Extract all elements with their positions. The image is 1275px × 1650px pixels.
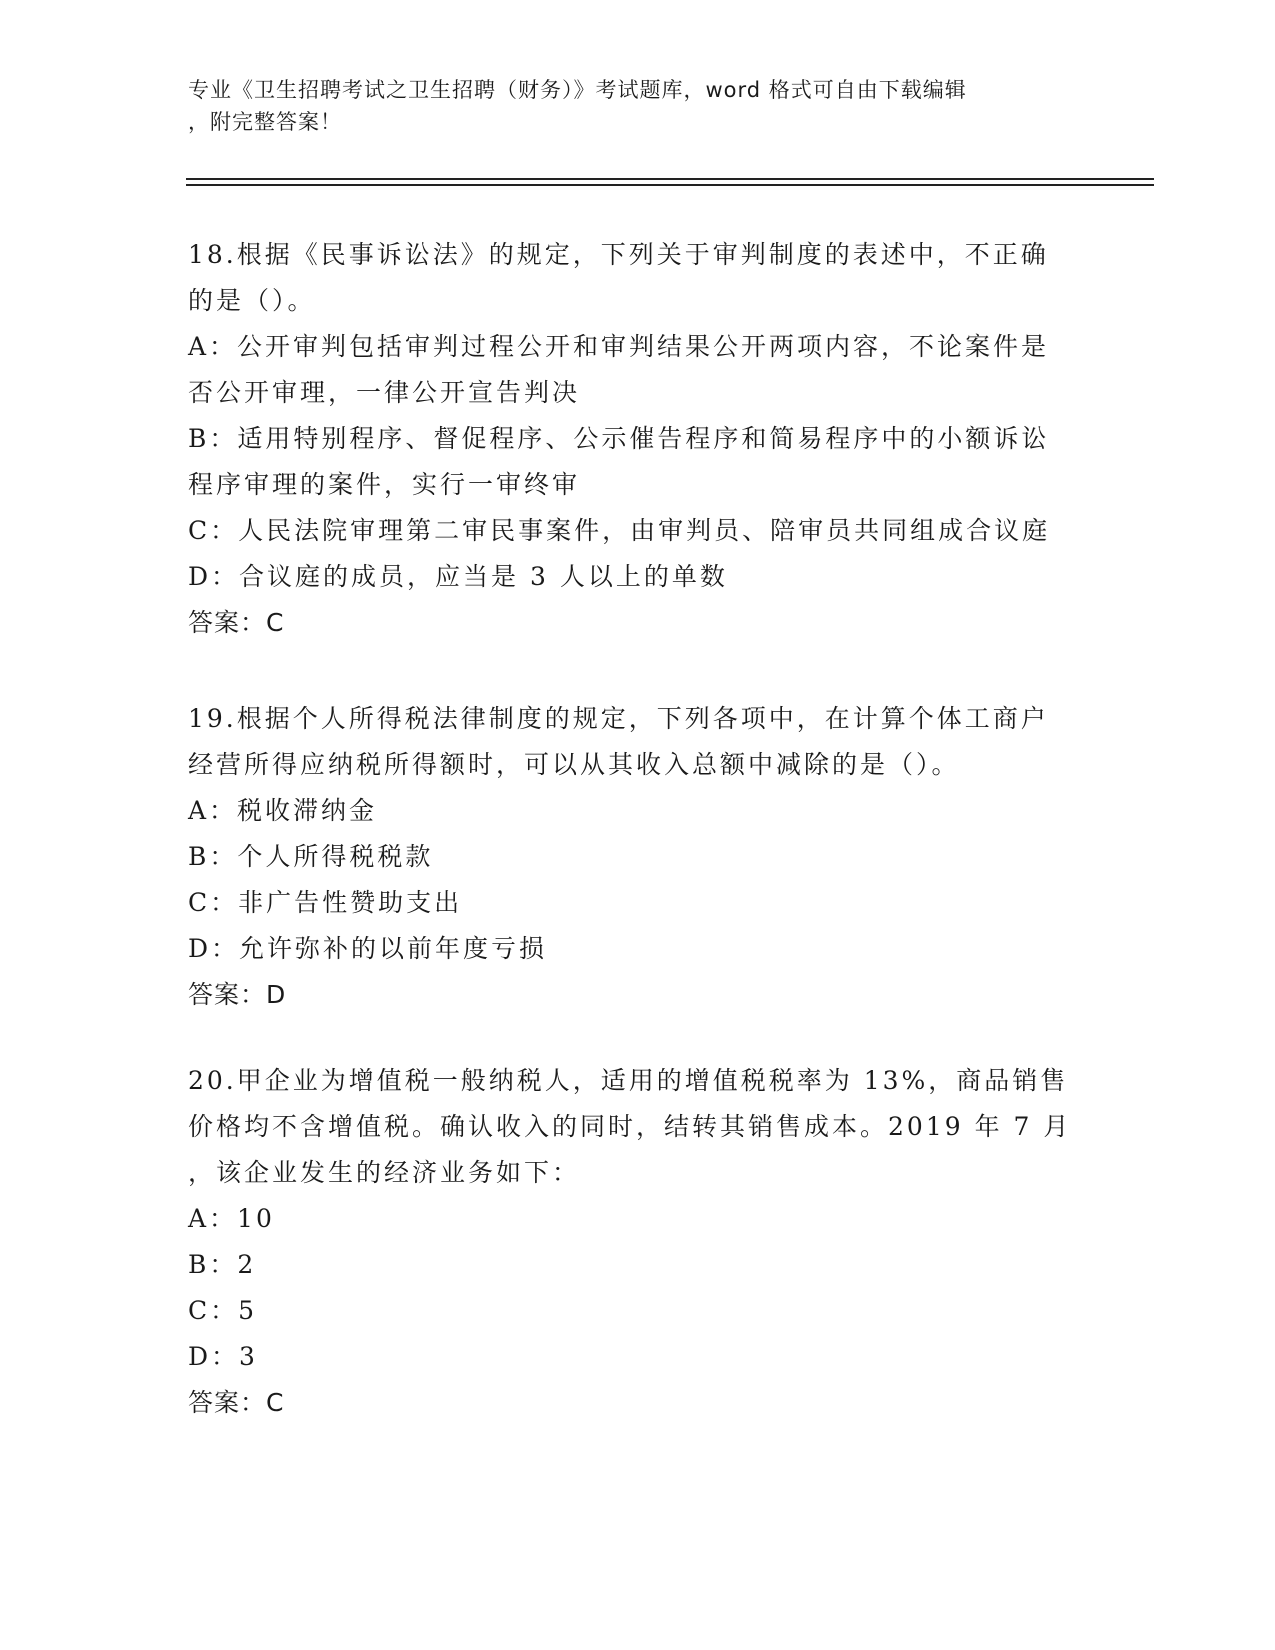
question-20: [188, 1058, 1088, 1426]
question-19: [188, 696, 1088, 1018]
question-stem-line: 18.根据《民事诉讼法》的规定，下列关于审判制度的表述中，不正确: [188, 240, 1049, 269]
answer-label: 答案：D: [188, 980, 287, 1009]
option-line: C：人民法院审理第二审民事案件，由审判员、陪审员共同组成合议庭: [188, 516, 1051, 545]
option-b: [188, 1242, 1088, 1288]
option-line: B：2: [188, 1250, 257, 1279]
header-divider-top: [186, 178, 1154, 180]
option-line: 否公开审理，一律公开宣告判决: [188, 378, 581, 407]
option-d: [188, 554, 1088, 600]
option-d: [188, 926, 1088, 972]
option-line: B：适用特别程序、督促程序、公示催告程序和简易程序中的小额诉讼: [188, 424, 1050, 453]
option-b: [188, 416, 1088, 508]
option-line: A：公开审判包括审判过程公开和审判结果公开两项内容，不论案件是: [188, 332, 1050, 361]
option-line: A：10: [188, 1204, 275, 1233]
option-d: [188, 1334, 1088, 1380]
question-stem-line: 经营所得应纳税所得额时，可以从其收入总额中减除的是（）。: [188, 750, 960, 779]
question-stem-line: 价格均不含增值税。确认收入的同时，结转其销售成本。2019 年 7 月: [188, 1112, 1072, 1141]
answer-label: 答案：C: [188, 1388, 285, 1417]
header-divider-bottom: [186, 184, 1154, 186]
option-a: [188, 788, 1088, 834]
option-line: D：合议庭的成员，应当是 3 人以上的单数: [188, 562, 728, 591]
option-line: B：个人所得税税款: [188, 842, 434, 871]
document-header: 专业《卫生招聘考试之卫生招聘（财务）》考试题库，word 格式可自由下载编辑 ，附完整答案！: [188, 78, 967, 134]
option-line: C：非广告性赞助支出: [188, 888, 463, 917]
option-a: [188, 324, 1088, 416]
option-line: C：5: [188, 1296, 258, 1325]
question-18: [188, 232, 1088, 646]
option-line: D：允许弥补的以前年度亏损: [188, 934, 548, 963]
question-stem-line: 19.根据个人所得税法律制度的规定，下列各项中，在计算个体工商户: [188, 704, 1049, 733]
answer-label: 答案：C: [188, 608, 285, 637]
option-c: [188, 1288, 1088, 1334]
option-c: [188, 880, 1088, 926]
option-a: [188, 1196, 1088, 1242]
option-line: D：3: [188, 1342, 258, 1371]
question-stem-line: 20.甲企业为增值税一般纳税人，适用的增值税税率为 13%，商品销售: [188, 1066, 1069, 1095]
option-line: 程序审理的案件，实行一审终审: [188, 470, 581, 499]
question-stem-line: ，该企业发生的经济业务如下：: [188, 1158, 581, 1187]
question-stem-line: 的是（）。: [188, 286, 316, 315]
option-line: A：税收滞纳金: [188, 796, 378, 825]
option-c: [188, 508, 1088, 554]
option-b: [188, 834, 1088, 880]
